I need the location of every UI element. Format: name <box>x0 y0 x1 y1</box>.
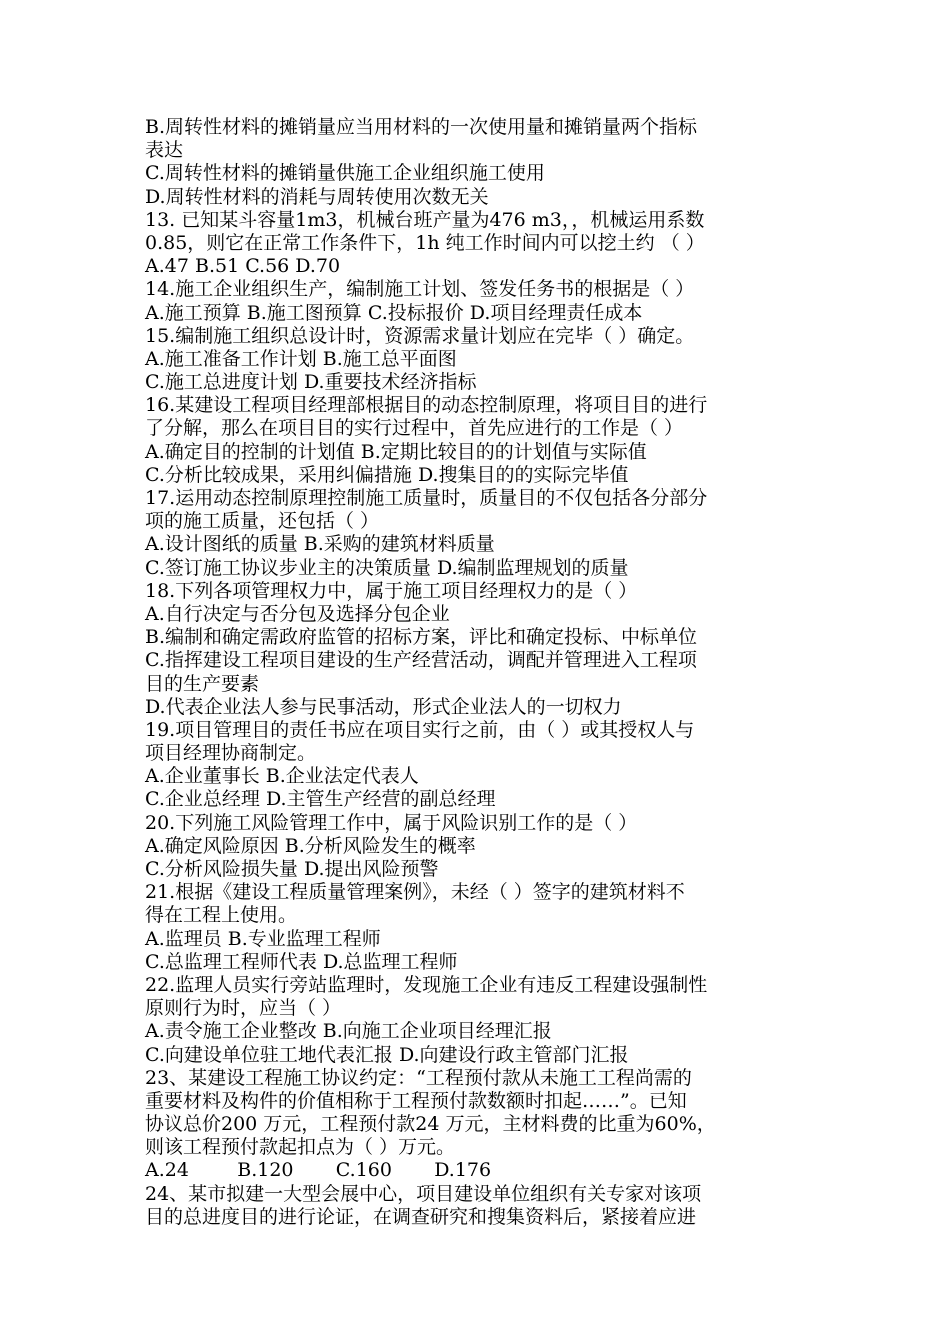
question-14-stem: 14.施工企业组织生产，编制施工计划、签发任务书的根据是（ ） <box>145 278 695 301</box>
text-line: B.周转性材料的摊销量应当用材料的一次使用量和摊销量两个指标 <box>145 116 698 138</box>
text-line: C.周转性材料的摊销量供施工企业组织施工使用 <box>145 162 545 185</box>
text-line: A.确定风险原因 B.分析风险发生的概率 <box>145 834 476 857</box>
question-24-stem: 24、某市拟建一大型会展中心，项目建设单位组织有关专家对该项 <box>145 1182 702 1205</box>
text-line: 则该工程预付款起扣点为（ ）万元。 <box>145 1136 456 1159</box>
text-line: D.代表企业法人参与民事活动，形式企业法人的一切权力 <box>145 695 622 718</box>
text-line: C.总监理工程师代表 D.总监理工程师 <box>145 950 458 973</box>
question-13-options: A.47 B.51 C.56 D.70 <box>145 255 341 278</box>
document-text <box>145 116 810 1229</box>
text-line: 0.85，则它在正常工作条件下，1h 纯工作时间内可以挖土约 （ ） <box>145 231 705 254</box>
text-line: C.分析比较成果，采用纠偏措施 D.搜集目的的实际完毕值 <box>145 463 629 486</box>
question-20-stem: 20.下列施工风险管理工作中，属于风险识别工作的是（ ） <box>145 811 638 834</box>
text-line: A.企业董事长 B.企业法定代表人 <box>145 765 419 788</box>
text-line: 得在工程上使用。 <box>145 904 298 927</box>
question-19-stem: 19.项目管理目的责任书应在项目实行之前，由（ ）或其授权人与 <box>145 718 695 741</box>
text-line: 原则行为时，应当（ ） <box>145 997 342 1020</box>
text-line: B.编制和确定需政府监管的招标方案，评比和确定投标、中标单位 <box>145 626 698 649</box>
text-line: C.指挥建设工程项目建设的生产经营活动，调配并管理进入工程项 <box>145 649 697 672</box>
question-22-stem: 22.监理人员实行旁站监理时，发现施工企业有违反工程建设强制性 <box>145 973 708 996</box>
text-line: 项目经理协商制定。 <box>145 742 317 765</box>
text-line: A.责令施工企业整改 B.向施工企业项目经理汇报 <box>145 1020 552 1043</box>
text-line: D.周转性材料的消耗与周转使用次数无关 <box>145 185 489 208</box>
text-line: 目的总进度目的进行论证，在调查研究和搜集资料后，紧接着应进 <box>145 1205 697 1228</box>
text-line: A.自行决定与否分包及选择分包企业 <box>145 602 450 625</box>
question-15-stem: 15.编制施工组织总设计时，资源需求量计划应在完毕（ ）确定。 <box>145 324 695 347</box>
question-17-stem: 17.运用动态控制原理控制施工质量时，质量目的不仅包括各分部分 <box>145 487 708 509</box>
text-line: 项的施工质量，还包括（ ） <box>145 510 380 533</box>
text-line: A.施工准备工作计划 B.施工总平面图 <box>145 347 457 370</box>
question-18-stem: 18.下列各项管理权力中，属于施工项目经理权力的是（ ） <box>145 579 638 602</box>
text-line: 重要材料及构件的价值相称于工程预付款数额时扣起……”。已知 <box>145 1089 687 1112</box>
question-23-stem: 23、某建设工程施工协议约定：“工程预付款从未施工工程尚需的 <box>145 1066 692 1089</box>
text-line: A.设计图纸的质量 B.采购的建筑材料质量 <box>145 533 495 556</box>
text-line: 了分解，那么在项目目的实行过程中，首先应进行的工作是（ ） <box>145 417 684 440</box>
text-line: 协议总价200 万元，工程预付款24 万元，主材料费的比重为60%， <box>145 1113 716 1136</box>
question-21-stem: 21.根据《建设工程质量管理案例》，未经（ ）签字的建筑材料不 <box>145 881 685 904</box>
text-line: C.向建设单位驻工地代表汇报 D.向建设行政主管部门汇报 <box>145 1043 629 1066</box>
text-line: C.企业总经理 D.主管生产经营的副总经理 <box>145 788 496 811</box>
question-16-stem: 16.某建设工程项目经理部根据目的动态控制原理，将项目目的进行 <box>145 394 708 417</box>
text-line: C.分析风险损失量 D.提出风险预警 <box>145 858 439 880</box>
text-line: A.确定目的控制的计划值 B.定期比较目的的计划值与实际值 <box>145 440 647 463</box>
question-13-stem: 13. 已知某斗容量1m3，机械台班产量为476 m3，，机械运用系数 <box>145 208 705 231</box>
text-line: A.监理员 B.专业监理工程师 <box>145 927 381 950</box>
text-line: C.施工总进度计划 D.重要技术经济指标 <box>145 371 477 394</box>
question-14-options: A.施工预算 B.施工图预算 C.投标报价 D.项目经理责任成本 <box>145 301 643 324</box>
text-line: 表达 <box>145 139 184 162</box>
text-line: 目的生产要素 <box>145 672 260 695</box>
text-line: C.签订施工协议步业主的决策质量 D.编制监理规划的质量 <box>145 556 629 579</box>
question-23-options: A.24 B.120 C.160 D.176 <box>145 1159 492 1182</box>
